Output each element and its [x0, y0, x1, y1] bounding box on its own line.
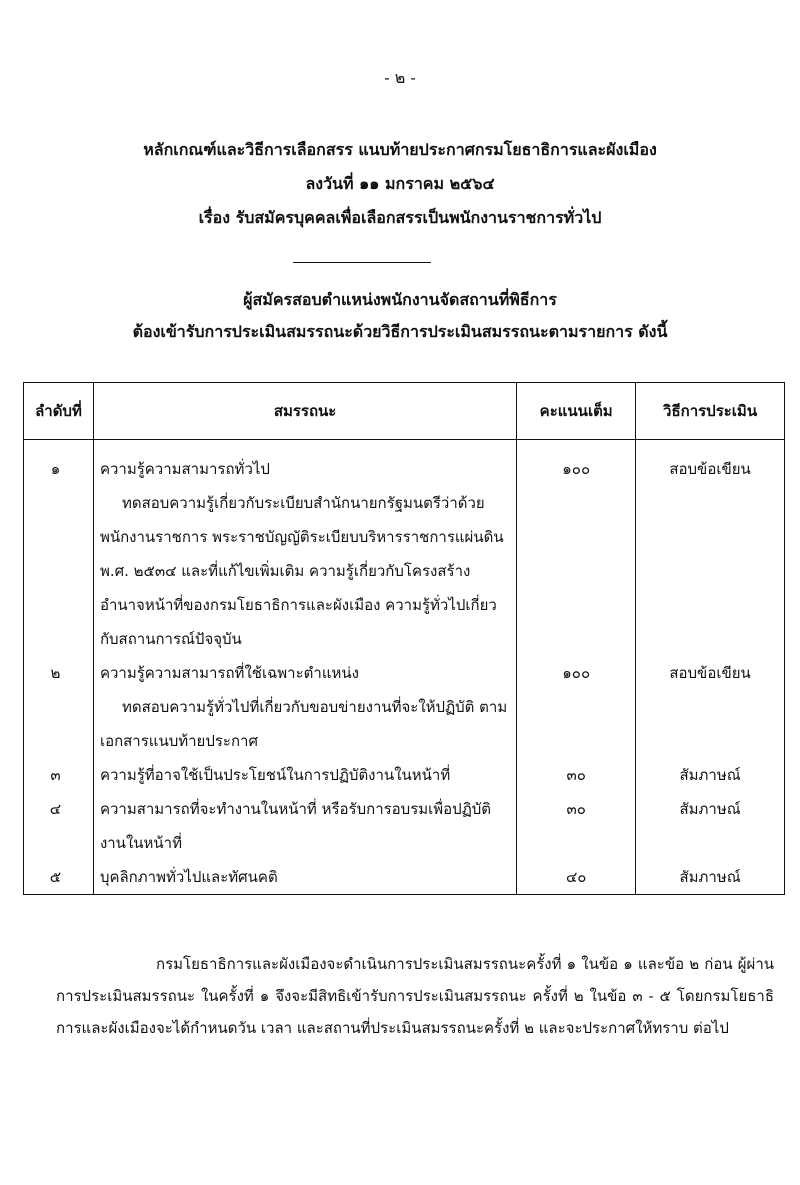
row-method: สอบข้อเขียน — [636, 656, 785, 758]
row-number: ๑ — [24, 440, 94, 657]
row-number: ๕ — [24, 860, 94, 895]
footer-paragraph — [56, 948, 774, 1044]
competency-description: ทดสอบความรู้ทั่วไปที่เกี่ยวกับขอบข่ายงานที่จะให้ปฏิบัติ ตามเอกสารแนบท้ายประกาศ — [99, 698, 508, 750]
table-header-row — [24, 383, 785, 440]
row-score: ๔๐ — [517, 860, 636, 895]
row-method: สอบข้อเขียน — [636, 440, 785, 657]
document-title: หลักเกณฑ์และวิธีการเลือกสรร แนบท้ายประกาศกรมโยธาธิการและผังเมือง — [143, 140, 657, 159]
row-score: ๑๐๐ — [517, 656, 636, 758]
row-competency — [93, 860, 516, 895]
competency-title: ความสามารถที่จะทำงานในหน้าที่ หรือรับการอบรมเพื่อปฏิบัติงานในหน้าที่ — [99, 800, 492, 852]
document-date: ลงวันที่ ๑๑ มกราคม ๒๕๖๔ — [305, 174, 495, 193]
document-subject: เรื่อง รับสมัครบุคคลเพื่อเลือกสรรเป็นพนักงานราชการทั่วไป — [198, 208, 602, 227]
row-score: ๓๐ — [517, 758, 636, 792]
row-competency — [93, 792, 516, 860]
table-row — [24, 758, 785, 792]
competency-title: ความรู้ความสามารถทั่วไป — [99, 460, 270, 478]
header-full-score: คะแนนเต็ม — [517, 383, 636, 440]
row-number: ๔ — [24, 792, 94, 860]
row-score: ๓๐ — [517, 792, 636, 860]
row-method: สัมภาษณ์ — [636, 758, 785, 792]
row-method: สัมภาษณ์ — [636, 792, 785, 860]
table-row — [24, 860, 785, 895]
competency-title: บุคลิกภาพทั่วไปและทัศนคติ — [99, 868, 278, 886]
row-score: ๑๐๐ — [517, 440, 636, 657]
competency-description: ทดสอบความรู้เกี่ยวกับระเบียบสำนักนายกรัฐมนตรีว่าด้วยพนักงานราชการ พระราชบัญญัติระเบียบบริหารราชการแผ่นดิน พ.ศ. ๒๕๓๔ และที่แก้ไขเพิ่มเติม ความรู้เกี่ยวกับโครงสร้างอำนาจหน้าที่ของกรมโยธาธิการและผังเมือง ความรู้ทั่วไปเกี่ยวกับสถานการณ์ปัจจุบัน — [99, 494, 504, 648]
competency-table — [23, 382, 785, 895]
row-number: ๓ — [24, 758, 94, 792]
row-competency — [93, 440, 516, 657]
footer-paragraph-text: กรมโยธาธิการและผังเมืองจะดำเนินการประเมินสมรรถนะครั้งที่ ๑ ในข้อ ๑ และข้อ ๒ ก่อน ผู้ผ่านการประเมินสมรรถนะ ในครั้งที่ ๑ จึงจะมีสิทธิเข้ารับการประเมินสมรรถนะ ครั้งที่ ๒ ในข้อ ๓ - ๕ โดยกรมโยธาธิการและผังเมืองจะได้กำหนดวัน เวลา และสถานที่ประเมินสมรรถนะครั้งที่ ๒ และจะประกาศให้ทราบ ต่อไป — [56, 955, 774, 1037]
row-method: สัมภาษณ์ — [636, 860, 785, 895]
header-competency: สมรรถนะ — [93, 383, 516, 440]
table-row — [24, 440, 785, 657]
row-number: ๒ — [24, 656, 94, 758]
competency-title: ความรู้ที่อาจใช้เป็นประโยชน์ในการปฏิบัติงานในหน้าที่ — [99, 766, 451, 784]
divider — [293, 262, 431, 263]
row-competency — [93, 758, 516, 792]
table-row — [24, 792, 785, 860]
header-order: ลำดับที่ — [24, 383, 94, 440]
position-heading: ผู้สมัครสอบตำแหน่งพนักงานจัดสถานที่พิธีการ — [243, 290, 557, 309]
page-number: - ๒ - — [384, 68, 416, 87]
assessment-intro: ต้องเข้ารับการประเมินสมรรถนะด้วยวิธีการประเมินสมรรถนะตามรายการ ดังนี้ — [132, 322, 668, 341]
header-method: วิธีการประเมิน — [636, 383, 785, 440]
table-row — [24, 656, 785, 758]
row-competency — [93, 656, 516, 758]
competency-title: ความรู้ความสามารถที่ใช้เฉพาะตำแหน่ง — [99, 664, 359, 682]
